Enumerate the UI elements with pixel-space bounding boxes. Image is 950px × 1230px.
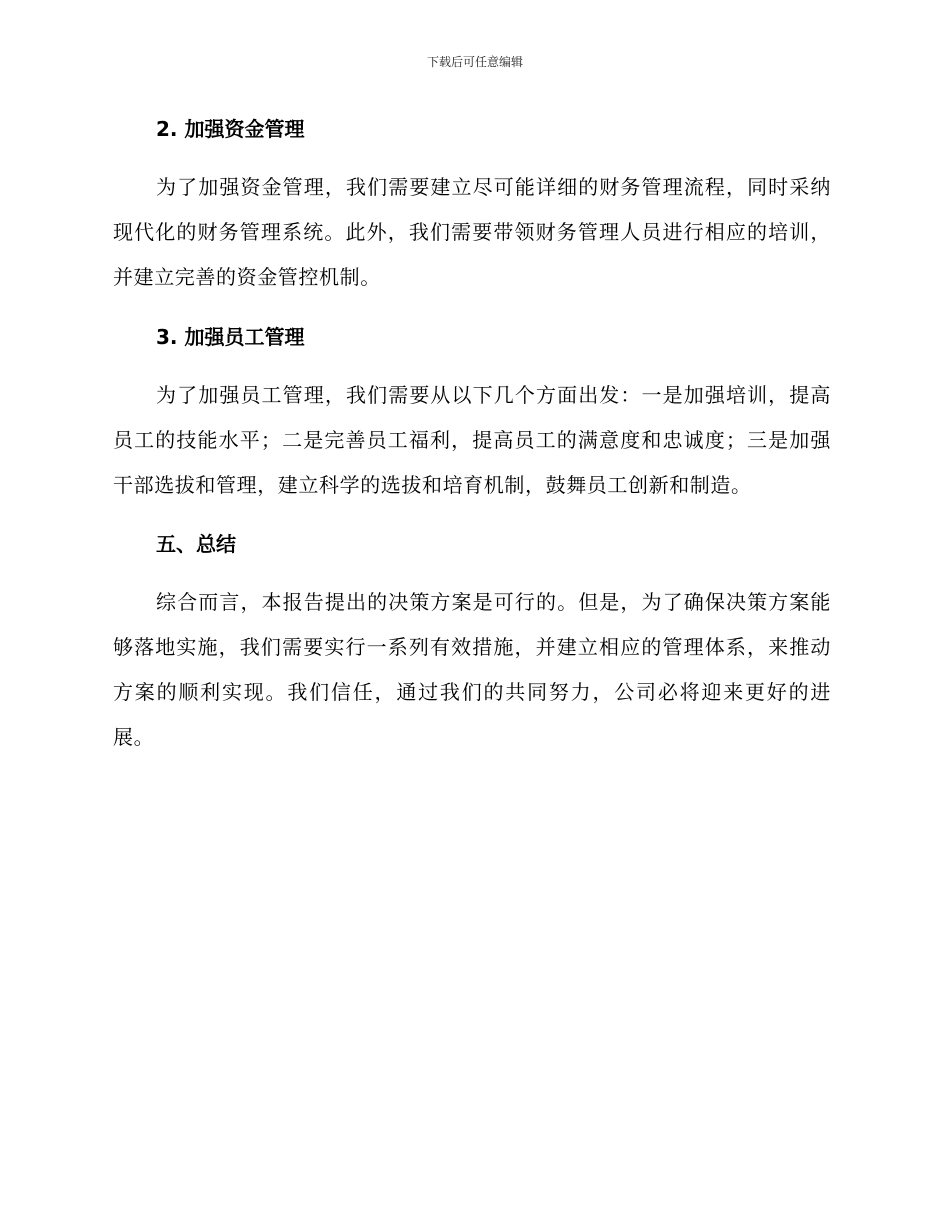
section-paragraph-staff-management: 为了加强员工管理，我们需要从以下几个方面出发：一是加强培训，提高员工的技能水平；二是完善员工福利，提高员工的满意度和忠诚度；三是加强干部选拔和管理，建立科学的选拔和培育机制，鼓舞员工创新和制造。 (113, 383, 831, 497)
section-paragraph-summary: 综合而言，本报告提出的决策方案是可行的。但是，为了确保决策方案能够落地实施，我们需要实行一系列有效措施，并建立相应的管理体系，来推动方案的顺利实现。我们信任，通过我们的共同努力，公司必将迎来更好的进展。 (113, 590, 831, 749)
page-header-note: 下载后可任意编辑 (426, 55, 523, 69)
section-heading-summary: 五、总结 (156, 532, 236, 556)
section-paragraph-fund-management: 为了加强资金管理，我们需要建立尽可能详细的财务管理流程，同时采纳现代化的财务管理系统。此外，我们需要带领财务管理人员进行相应的培训，并建立完善的资金管控机制。 (113, 175, 831, 289)
document-body (113, 108, 831, 760)
section-heading-staff-management: 3. 加强员工管理 (156, 325, 305, 349)
section-heading-fund-management: 2. 加强资金管理 (156, 117, 305, 141)
